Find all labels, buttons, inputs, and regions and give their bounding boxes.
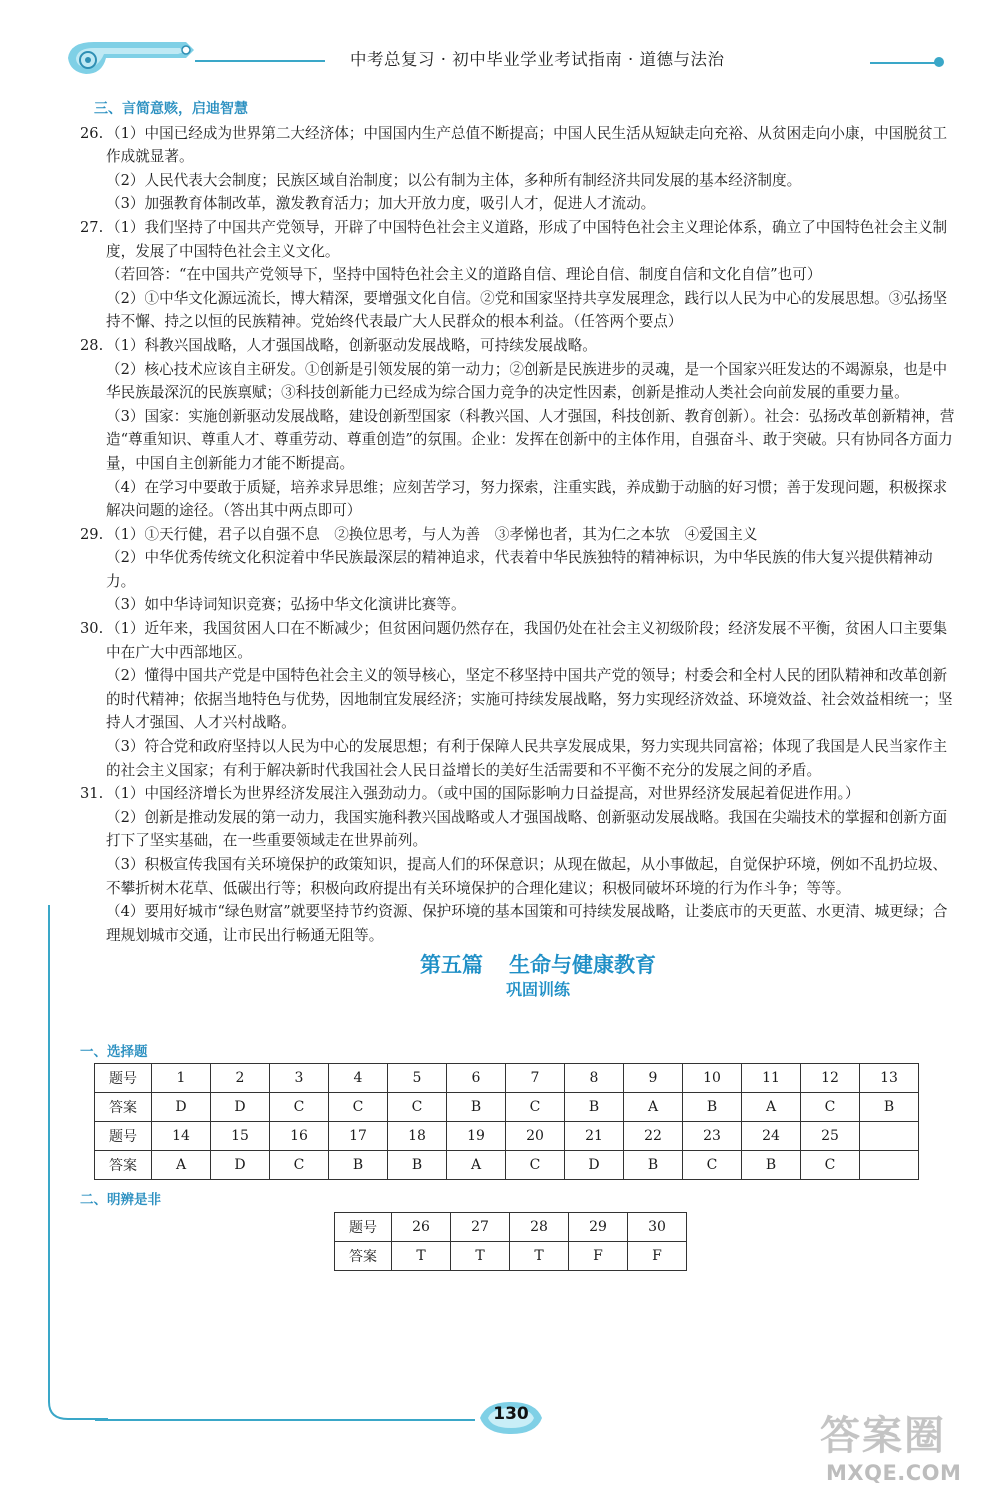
answer-paragraph: （3）加强教育体制改革，激发教育活力；加大开放力度，吸引人才，促进人才流动。 (106, 195, 656, 213)
table-cell: C (683, 1151, 742, 1180)
question-number: 27. (80, 218, 104, 236)
table-cell: D (211, 1151, 270, 1180)
table-cell: 28 (510, 1213, 569, 1242)
part-title-number: 第五篇 (420, 953, 483, 978)
table-cell: 13 (860, 1064, 919, 1093)
page-number: 130 (493, 1404, 529, 1424)
table-cell: 29 (569, 1213, 628, 1242)
part-title-name: 生命与健康教育 (509, 953, 656, 978)
answer-paragraph: （4）在学习中要敢于质疑，培养求异思维；应刻苦学习，努力探索，注重实践，养成勤于动脑的好习惯；善于发现问题，积极探求解决问题的途径。（答出其中两点即可） (106, 478, 948, 520)
question-body (106, 122, 960, 216)
table-cell: C (388, 1093, 447, 1122)
table-cell: 27 (451, 1213, 510, 1242)
choice-answer-table (94, 1063, 919, 1180)
table-cell: A (742, 1093, 801, 1122)
table-cell: B (388, 1151, 447, 1180)
table-cell: 8 (565, 1064, 624, 1093)
table-cell: T (392, 1242, 451, 1271)
answer-paragraph: （2）懂得中国共产党是中国特色社会主义的领导核心，坚定不移坚持中国共产党的领导；村委会和全村人民的团队精神和改革创新的时代精神；依据当地特色与优势，因地制宜发展经济；实施可持续发展战略，努力实现经济效益、环境效益、社会效益相统一；坚持人才强国、人才兴村战略。 (106, 667, 953, 732)
table-cell: 16 (270, 1122, 329, 1151)
table-cell: B (624, 1151, 683, 1180)
table-cell: B (683, 1093, 742, 1122)
table-row (95, 1151, 919, 1180)
answer-paragraph: （1）中国经济增长为世界经济发展注入强劲动力。（或中国的国际影响力日益提高，对世界经济发展起着促进作用。） (106, 785, 860, 803)
answer-paragraph: （1）科教兴国战略，人才强国战略，创新驱动发展战略，可持续发展战略。 (106, 336, 597, 354)
question-number: 26. (80, 124, 104, 142)
answer-paragraph: （2）核心技术应该自主研发。①创新是引领发展的第一动力；②创新是民族进步的灵魂，是一个国家兴旺发达的不竭源泉，也是中华民族最深沉的民族禀赋；③科技创新能力已经成为综合国力竞争的决定性因素，创新是推动人类社会向前发展的重要力量。 (106, 360, 948, 402)
answer-paragraph: （2）中华优秀传统文化积淀着中华民族最深层的精神追求，代表着中华民族独特的精神标识，为中华民族的伟大复兴提供精神动力。 (106, 549, 933, 590)
table-cell: C (506, 1093, 565, 1122)
table-cell: B (447, 1093, 506, 1122)
table-cell: 11 (742, 1064, 801, 1093)
header-ribbon-decoration (66, 36, 196, 78)
answer-paragraph: （3）符合党和政府坚持以人民为中心的发展思想；有利于保障人民共享发展成果，努力实现共同富裕；体现了我国是人民当家作主的社会主义国家；有利于解决新时代我国社会人民日益增长的美好生活需要和不平衡不充分的发展之间的矛盾。 (106, 738, 948, 779)
answer-paragraph: （3）国家：实施创新驱动发展战略，建设创新型国家（科教兴国、人才强国，科技创新、教育创新）。社会：弘扬改革创新精神，营造“尊重知识、尊重人才、尊重劳动、尊重创造”的氛围。企业：发挥在创新中的主体作用，自强奋斗、敢于突破。只有协同各方面力量，中国自主创新能力才能不断提高。 (106, 407, 955, 472)
table-row (95, 1093, 919, 1122)
question-body (106, 617, 960, 782)
answer-paragraph: （2）人民代表大会制度；民族区域自治制度；以公有制为主体，多种所有制经济共同发展的基本经济制度。 (106, 171, 802, 189)
left-margin-rule (48, 905, 50, 1400)
table-cell: 24 (742, 1122, 801, 1151)
question-list (80, 122, 960, 948)
question-29 (80, 523, 960, 617)
answer-content (80, 98, 960, 1001)
answer-paragraph: （2）①中华文化源远流长，博大精深，要增强文化自信。②党和国家坚持共享发展理念，践行以人民为中心的发展思想。③弘扬坚持不懈、持之以恒的民族精神。党始终代表最广大人民群众的根本利益。（任答两个要点） (106, 289, 948, 331)
table-cell: D (565, 1151, 624, 1180)
table-cell: F (569, 1242, 628, 1271)
answer-paragraph: （1）近年来，我国贫困人口在不断减少；但贫困问题仍然存在，我国仍处在社会主义初级阶段；经济发展不平衡，贫困人口主要集中在广大中西部地区。 (106, 620, 948, 661)
question-body (106, 216, 960, 334)
question-number: 29. (80, 525, 104, 543)
table-cell (860, 1122, 919, 1151)
header-rule-right (870, 62, 942, 64)
table-cell: 21 (565, 1122, 624, 1151)
question-body (106, 782, 960, 947)
page-header (0, 0, 1000, 90)
table-cell: C (270, 1151, 329, 1180)
part-title (116, 951, 960, 979)
choice-heading: 一、选择题 (80, 1044, 148, 1060)
table-cell: 15 (211, 1122, 270, 1151)
table-row (95, 1122, 919, 1151)
judge-answer-table (334, 1212, 687, 1271)
table-cell: A (152, 1151, 211, 1180)
table-cell: F (628, 1242, 687, 1271)
table-cell: B (860, 1093, 919, 1122)
header-rule-left (195, 60, 325, 62)
table-cell: 7 (506, 1064, 565, 1093)
table-cell: 14 (152, 1122, 211, 1151)
table-cell (860, 1151, 919, 1180)
footer-curve (48, 1380, 108, 1420)
answer-paragraph: （1）我们坚持了中国共产党领导，开辟了中国特色社会主义道路，形成了中国特色社会主义理论体系，确立了中国特色社会主义制度，发展了中国特色社会主义文化。 (106, 218, 948, 260)
answer-paragraph: （4）要用好城市“绿色财富”就要坚持节约资源、保护环境的基本国策和可持续发展战略，让娄底市的天更蓝、水更清、城更绿；合理规划城市交通，让市民出行畅通无阻等。 (106, 903, 948, 944)
table-cell: 25 (801, 1122, 860, 1151)
table-cell: 22 (624, 1122, 683, 1151)
answer-paragraph: （1）①天行健，君子以自强不息 ②换位思考，与人为善 ③孝悌也者，其为仁之本欤 ④爱国主义 (106, 525, 758, 543)
table-cell: 23 (683, 1122, 742, 1151)
table-cell: A (624, 1093, 683, 1122)
question-28 (80, 334, 960, 523)
table-cell: C (506, 1151, 565, 1180)
table-cell: C (801, 1093, 860, 1122)
judge-heading: 二、明辨是非 (80, 1192, 161, 1208)
question-number: 30. (80, 620, 104, 638)
table-cell: C (801, 1151, 860, 1180)
question-31 (80, 782, 960, 947)
watermark-url: MXQE.COM (826, 1461, 962, 1485)
table-cell: D (211, 1093, 270, 1122)
table-cell: T (510, 1242, 569, 1271)
table-cell: C (329, 1093, 388, 1122)
table-cell: 4 (329, 1064, 388, 1093)
answer-paragraph: （2）创新是推动发展的第一动力，我国实施科教兴国战略或人才强国战略、创新驱动发展战略。我国在尖端技术的掌握和创新方面打下了坚实基础，在一些重要领域走在世界前列。 (106, 808, 948, 850)
table-cell: 1 (152, 1064, 211, 1093)
table-cell: 18 (388, 1122, 447, 1151)
table-cell: 19 (447, 1122, 506, 1151)
table-cell: 3 (270, 1064, 329, 1093)
table-cell: 10 (683, 1064, 742, 1093)
answer-paragraph: （3）如中华诗词知识竞赛；弘扬中华文化演讲比赛等。 (106, 596, 466, 614)
table-cell: 2 (211, 1064, 270, 1093)
table-cell: B (565, 1093, 624, 1122)
row-label: 答案 (335, 1242, 392, 1271)
table-cell: 30 (628, 1213, 687, 1242)
table-cell: 9 (624, 1064, 683, 1093)
header-title: 中考总复习 · 初中毕业学业考试指南 · 道德与法治 (350, 50, 725, 69)
table-cell: 6 (447, 1064, 506, 1093)
part-subtitle: 巩固训练 (505, 980, 570, 1000)
row-label: 题号 (95, 1122, 152, 1151)
table-cell: 12 (801, 1064, 860, 1093)
row-label: 答案 (95, 1151, 152, 1180)
answer-paragraph: （若回答：“在中国共产党领导下，坚持中国特色社会主义的道路自信、理论自信、制度自信和文化自信”也可） (106, 266, 822, 284)
table-cell: 17 (329, 1122, 388, 1151)
section-heading: 三、言简意赅，启迪智慧 (94, 101, 248, 117)
question-27 (80, 216, 960, 334)
question-number: 31. (80, 785, 104, 803)
table-cell: B (329, 1151, 388, 1180)
question-30 (80, 617, 960, 782)
watermark-logo: 答案圈 (820, 1413, 946, 1459)
answer-paragraph: （3）积极宣传我国有关环境保护的政策知识，提高人们的环保意识；从现在做起，从小事做起，自觉保护环境，例如不乱扔垃圾、不攀折树木花草、低碳出行等；积极向政府提出有关环境保护的合理化建议；积极同破坏环境的行为作斗争；等等。 (106, 856, 948, 897)
table-cell: 5 (388, 1064, 447, 1093)
table-cell: B (742, 1151, 801, 1180)
table-cell: T (451, 1242, 510, 1271)
question-number: 28. (80, 336, 104, 354)
table-row (95, 1064, 919, 1093)
table-cell: 26 (392, 1213, 451, 1242)
row-label: 题号 (95, 1064, 152, 1093)
header-dot (934, 57, 944, 67)
question-26 (80, 122, 960, 216)
table-row (335, 1242, 687, 1271)
answer-paragraph: （1）中国已经成为世界第二大经济体；中国国内生产总值不断提高；中国人民生活从短缺走向充裕、从贫困走向小康，中国脱贫工作成就显著。 (106, 124, 948, 166)
question-body (106, 334, 960, 523)
table-cell: D (152, 1093, 211, 1122)
table-cell: A (447, 1151, 506, 1180)
footer-rule (95, 1419, 475, 1421)
row-label: 题号 (335, 1213, 392, 1242)
row-label: 答案 (95, 1093, 152, 1122)
table-cell: C (270, 1093, 329, 1122)
question-body (106, 523, 960, 617)
table-row (335, 1213, 687, 1242)
table-cell: 20 (506, 1122, 565, 1151)
